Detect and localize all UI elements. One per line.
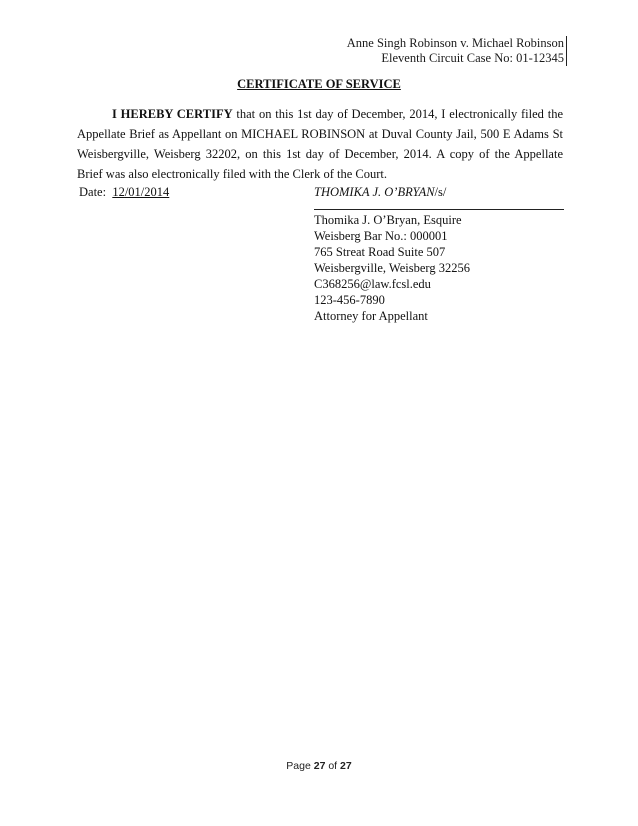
attorney-role: Attorney for Appellant (314, 309, 428, 323)
date-value: 12/01/2014 (112, 185, 170, 199)
signature-rule (314, 209, 564, 210)
certificate-title: CERTIFICATE OF SERVICE (237, 77, 401, 91)
date-block (79, 184, 169, 200)
case-number: Eleventh Circuit Case No: 01-12345 (381, 51, 564, 65)
case-header (347, 36, 564, 66)
certify-lead: I HEREBY CERTIFY (112, 107, 233, 121)
bar-number: Weisberg Bar No.: 000001 (314, 229, 448, 243)
signature-mark: /s/ (434, 185, 447, 199)
page-total: 27 (340, 760, 352, 772)
certify-text: that on this 1st day of December, 2014, I electronically filed the Appellate Brief as Appellant on MICHAEL ROBINSON at Duval County Jail, 500 E Adams St Weisbergville, Weisberg 32202, on this 1st day of December, 2014. A copy of the Appellate Brief was also electronically filed with the Clerk of the Court. (77, 107, 563, 181)
page-footer (0, 760, 638, 772)
signed-name: THOMIKA J. O’BRYAN (314, 185, 435, 199)
attorney-details (314, 212, 566, 324)
email-address: C368256@law.fcsl.edu (314, 277, 431, 291)
phone-number: 123-456-7890 (314, 293, 385, 307)
certificate-body (77, 104, 563, 184)
page-current: 27 (313, 760, 326, 772)
page-of: of (328, 760, 338, 772)
signature-line-text (314, 184, 566, 200)
attorney-name: Thomika J. O’Bryan, Esquire (314, 213, 462, 227)
page-prefix: Page (286, 760, 311, 772)
header-rule (566, 36, 567, 66)
case-caption: Anne Singh Robinson v. Michael Robinson (346, 36, 564, 50)
city-address: Weisbergville, Weisberg 32256 (314, 261, 470, 275)
street-address: 765 Streat Road Suite 507 (314, 245, 446, 259)
date-label: Date: (79, 185, 107, 199)
signature-block (314, 184, 566, 324)
